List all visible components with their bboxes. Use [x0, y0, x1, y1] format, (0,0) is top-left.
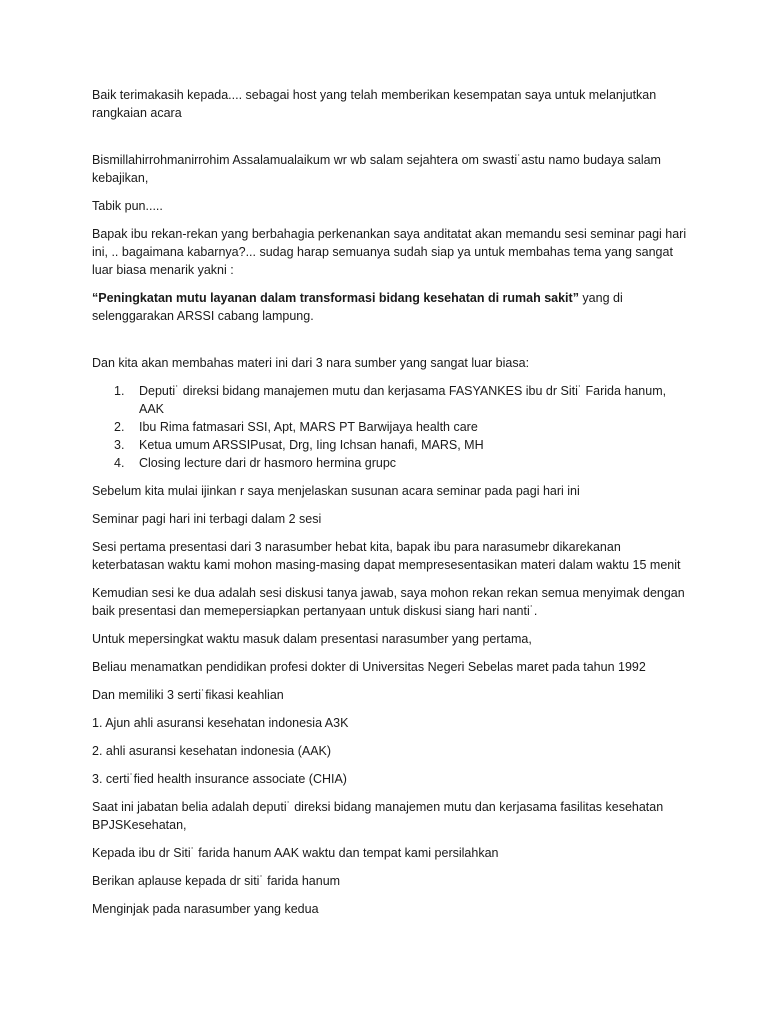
paragraph-tabik: Tabik pun..... [92, 199, 163, 213]
paragraph-sessions: Seminar pagi hari ini terbagi dalam 2 sesi [92, 512, 322, 526]
paragraph-education: Beliau menamatkan pendidikan profesi dokter di Universitas Negeri Sebelas maret pada tahun 1992 [92, 660, 646, 674]
list-item [92, 382, 692, 418]
list-number: 2. [114, 420, 125, 434]
paragraph-speakers-intro: Dan kita akan membahas materi ini dari 3 nara sumber yang sangat luar biasa: [92, 356, 530, 370]
paragraph-invitation: Kepada ibu dr Siti˙ farida hanum AAK waktu dan tempat kami persilahkan [92, 846, 499, 860]
paragraph-applause: Berikan aplause kepada dr siti˙ farida hanum [92, 874, 341, 888]
list-number: 4. [114, 456, 125, 470]
speaker-list [92, 382, 692, 472]
certification-item: 3. certi˙fied health insurance associate (CHIA) [92, 772, 347, 786]
certification-item: 2. ahli asuransi kesehatan indonesia (AAK) [92, 744, 332, 758]
list-text: Ketua umum ARSSIPusat, Drg, Iing Ichsan hanafi, MARS, MH [139, 438, 484, 452]
paragraph-agenda: Sebelum kita mulai ijinkan r saya menjelaskan susunan acara seminar pada pagi hari ini [92, 484, 580, 498]
paragraph-second-speaker: Menginjak pada narasumber yang kedua [92, 902, 319, 916]
paragraph-opening: Baik terimakasih kepada.... sebagai host yang telah memberikan kesempatan saya untuk melanjutkan rangkaian acara [92, 88, 657, 120]
paragraph-certifications: Dan memiliki 3 serti˙fikasi keahlian [92, 688, 284, 702]
certification-item: 1. Ajun ahli asuransi kesehatan indonesia A3K [92, 716, 349, 730]
list-item [92, 454, 692, 472]
theme-title: “Peningkatan mutu layanan dalam transformasi bidang kesehatan di rumah sakit” [92, 291, 579, 305]
list-text: Ibu Rima fatmasari SSI, Apt, MARS PT Barwijaya health care [139, 420, 478, 434]
paragraph-intro: Bapak ibu rekan-rekan yang berbahagia perkenankan saya anditatat akan memandu sesi seminar pagi hari ini, .. bagaimana kabarnya?... sudag harap semuanya sudah siap ya untuk membahas tema yang sangat luar biasa menarik yakni : [92, 227, 687, 277]
list-number: 3. [114, 438, 125, 452]
list-number: 1. [114, 384, 125, 398]
paragraph-theme [92, 289, 692, 325]
paragraph-session-two: Kemudian sesi ke dua adalah sesi diskusi tanya jawab, saya mohon rekan rekan semua menyimak dengan baik presentasi dan memepersiapkan pertanyaan untuk diskusi siang hari nanti˙. [92, 586, 685, 618]
paragraph-position: Saat ini jabatan belia adalah deputi˙ direksi bidang manajemen mutu dan kerjasama fasilitas kesehatan BPJSKesehatan, [92, 800, 664, 832]
paragraph-first-speaker: Untuk mepersingkat waktu masuk dalam presentasi narasumber yang pertama, [92, 632, 532, 646]
list-item [92, 418, 692, 436]
document-page [92, 86, 692, 928]
paragraph-greeting: Bismillahirrohmanirrohim Assalamualaikum wr wb salam sejahtera om swasti˙astu namo budaya salam kebajikan, [92, 153, 661, 185]
theme-organizer: yang di selenggarakan ARSSI cabang lampung. [92, 291, 623, 323]
list-item [92, 436, 692, 454]
list-text: Closing lecture dari dr hasmoro hermina grupc [139, 456, 397, 470]
paragraph-session-one: Sesi pertama presentasi dari 3 narasumber hebat kita, bapak ibu para narasumebr dikarekanan keterbatasan waktu kami mohon masing-masing dapat mempresesentasikan materi dalam waktu 15 menit [92, 540, 681, 572]
list-text: Deputi˙ direksi bidang manajemen mutu dan kerjasama FASYANKES ibu dr Siti˙ Farida hanum, AAK [139, 384, 667, 416]
